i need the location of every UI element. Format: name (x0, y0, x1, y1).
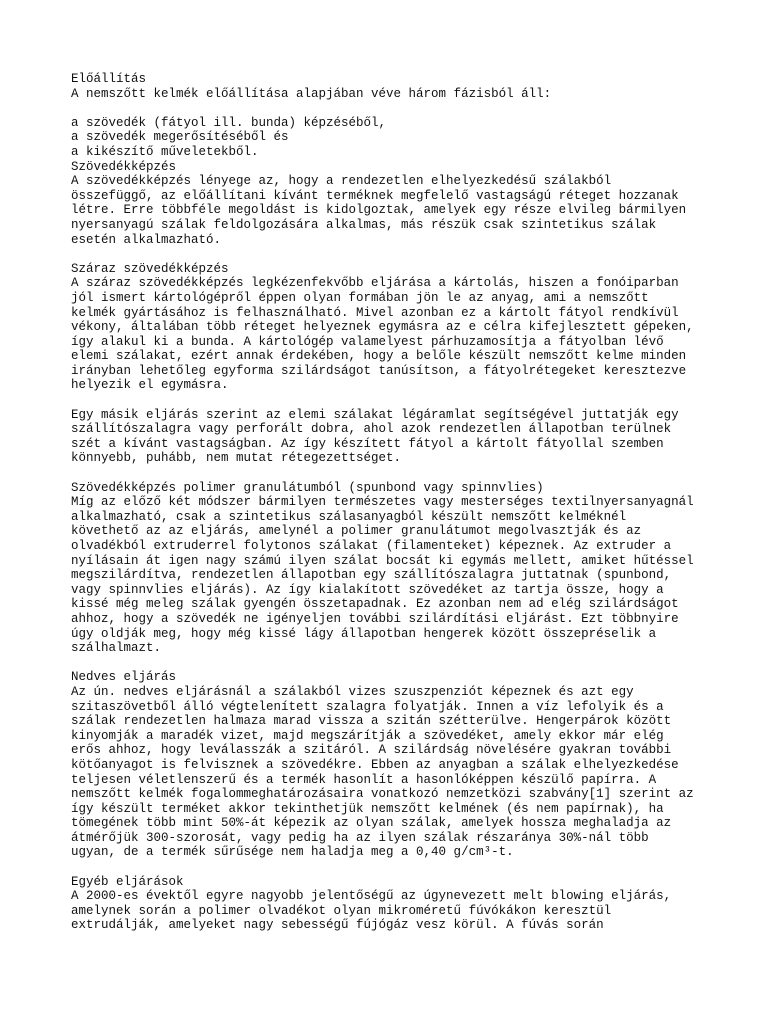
text-line: vagy spinnvlies eljárás). Az így kialakított szövedéket az tartja össze, hogy a (71, 582, 664, 597)
paragraph-szaraz (71, 262, 751, 393)
text-line: úgy oldják meg, hogy még kissé lágy állapotban hengerek között összepréselik a (71, 626, 657, 641)
text-line: alkalmazható, csak a szintetikus szálasanyagból készült nemszőtt kelméknél (71, 509, 627, 524)
paragraph-legaramlat (71, 408, 751, 466)
text-line: Az ún. nedves eljárásnál a szálakból vizes szuszpenziót képeznek és azt egy (71, 684, 634, 699)
text-line: kötőanyagot is felvisznek a szövedékre. Ebben az anyagban a szálak elhelyezkedése (71, 757, 679, 772)
text-line: olvadékból extruderrel folytonos szálakat (filamenteket) képeznek. Az extruder a (71, 539, 672, 553)
text-line: helyezik el egymásra. (71, 378, 229, 393)
text-line: Szövedékképzés polimer granulátumból (spunbond vagy spinnvlies) (71, 480, 544, 495)
paragraph-gap (71, 466, 751, 481)
text-line: erős ahhoz, hogy leválasszák a szitáról. A szilárdság növelésére gyakran további (71, 743, 672, 758)
text-line: kinyomják a maradék vizet, majd megszárítják a szövedéket, amely ekkor már elég (71, 728, 664, 743)
paragraph-gap (71, 247, 751, 262)
text-line: a kikészítő műveletekből. (71, 144, 259, 159)
text-line: A 2000-es évektől egyre nagyobb jelentőségű az úgynevezett melt blowing eljárás, (71, 889, 672, 904)
paragraph-egyeb (71, 875, 751, 933)
text-line: nyílásain át igen nagy számú ilyen szálat bocsát ki egymás mellett, amiket hűtéssel (71, 553, 694, 568)
text-line: Egyéb eljárások (71, 874, 184, 889)
text-line: szállítószalagra vagy perforált dobra, ahol azok rendezetlen állapotban terülnek (71, 422, 672, 437)
text-line: szitaszövetből álló végtelenített szalagra folyatják. Innen a víz lefolyik és a (71, 699, 664, 714)
text-line: így készült terméket akkor tekinthetjük nemszőtt kelmének (és nem papírnak), ha (71, 801, 664, 816)
text-line: így alakul ki a bunda. A kártológép valamelyest párhuzamosítja a fátyolban lévő (71, 334, 664, 349)
text-line: kissé még meleg szálak gyengén összetapadnak. Ez azonban nem ad elég szilárdságot (71, 597, 679, 612)
text-line: teljesen véletlenszerű és a termék hasonlít a hasonlóképpen készülő papírra. A (71, 772, 657, 787)
text-line: Egy másik eljárás szerint az elemi szálakat légáramlat segítségével juttatják egy (71, 407, 679, 422)
text-line: szálhalmazt. (71, 641, 162, 656)
text-line: A száraz szövedékképzés legkézenfekvőbb eljárása a kártolás, hiszen a fonóiparban (71, 276, 679, 291)
text-line: ahhoz, hogy a szövedék ne igényeljen további szilárdítási eljárást. Ezt többnyire (71, 611, 679, 626)
text-line: tömegének több mint 50%-át képezik az olyan szálak, amelyek hossza meghaladja az (71, 816, 672, 831)
section-heading-eloallitas (71, 72, 751, 101)
text-line: szét a kívánt vastagságban. Az így készített fátyol a kártolt fátyollal szemben (71, 436, 664, 451)
paragraph-gap (71, 656, 751, 671)
text-line: összefüggő, az előállítani kívánt terméknek megfelelő vastagságú réteget hozzanak (71, 188, 679, 203)
text-line: kelmék gyártásához is felhasználható. Mivel azonban ez a kártolt fátyol rendkívül (71, 305, 679, 320)
text-line: követhető az az eljárás, amelynél a polimer granulátumot megolvasztják és az (71, 524, 642, 539)
paragraph-spunbond (71, 481, 751, 656)
paragraph-gap (71, 393, 751, 408)
text-line: a szövedék megerősítéséből és (71, 130, 289, 145)
text-line: A szövedékképzés lényege az, hogy a rendezetlen elhelyezkedésű szálakból (71, 174, 612, 189)
text-line: nyersanyagú szálak feldolgozására alkalmas, más részük csak szintetikus szálak (71, 217, 657, 232)
text-line: Szövedékképzés (71, 159, 177, 174)
text-line: elemi szálakat, ezért annak érdekében, hogy a belőle készült nemszőtt kelme minden (71, 349, 687, 364)
paragraph-gap (71, 860, 751, 875)
paragraph-nedves (71, 670, 751, 860)
text-line: a szövedék (fátyol ill. bunda) képzéséből, (71, 115, 387, 130)
text-line: irányban lehetőleg egyforma szilárdságot tanúsítson, a fátyolrétegeket keresztezve (71, 363, 687, 378)
text-line: A nemszőtt kelmék előállítása alapjában véve három fázisból áll: (71, 86, 552, 101)
text-line: Előállítás (71, 72, 147, 86)
text-line: nemszőtt kelmék fogalommeghatározásaira vonatkozó nemzetközi szabvány[1] szerint az (71, 787, 694, 802)
text-line: könnyebb, puhább, nem mutat rétegezettséget. (71, 451, 402, 466)
text-line: jól ismert kártológépről éppen olyan formában jön le az anyag, ami a nemszőtt (71, 290, 649, 305)
paragraph-gap (71, 101, 751, 116)
text-line: szálak rendezetlen halmaza marad vissza a szitán szétterülve. Hengerpárok között (71, 714, 672, 729)
phase-list (71, 116, 751, 247)
text-line: megszilárdítva, rendezetlen állapotban egy szállítószalagra juttatnak (spunbond, (71, 568, 672, 583)
text-line: vékony, általában több réteget helyeznek egymásra az e célra kifejlesztett gépeken, (71, 320, 694, 335)
text-line: létre. Erre többféle megoldást is kidolgoztak, amelyek egy része elvileg bármilyen (71, 203, 687, 218)
document-page (71, 72, 751, 933)
text-line: amelynek során a polimer olvadékot olyan mikroméretű fúvókákon keresztül (71, 903, 612, 918)
text-line: extrudálják, amelyeket nagy sebességű fújógáz vesz körül. A fúvás során (71, 918, 604, 933)
text-line: Nedves eljárás (71, 670, 177, 685)
text-line: átmérőjük 300-szorosát, vagy pedig ha az ilyen szálak részaránya 30%-nál több (71, 830, 649, 845)
text-line: Száraz szövedékképzés (71, 261, 229, 276)
text-line: Míg az előző két módszer bármilyen természetes vagy mesterséges textilnyersanyagnál (71, 495, 694, 510)
text-line: ugyan, de a termék sűrűsége nem haladja meg a 0,40 g/cm³-t. (71, 845, 514, 860)
text-line: esetén alkalmazható. (71, 232, 222, 247)
